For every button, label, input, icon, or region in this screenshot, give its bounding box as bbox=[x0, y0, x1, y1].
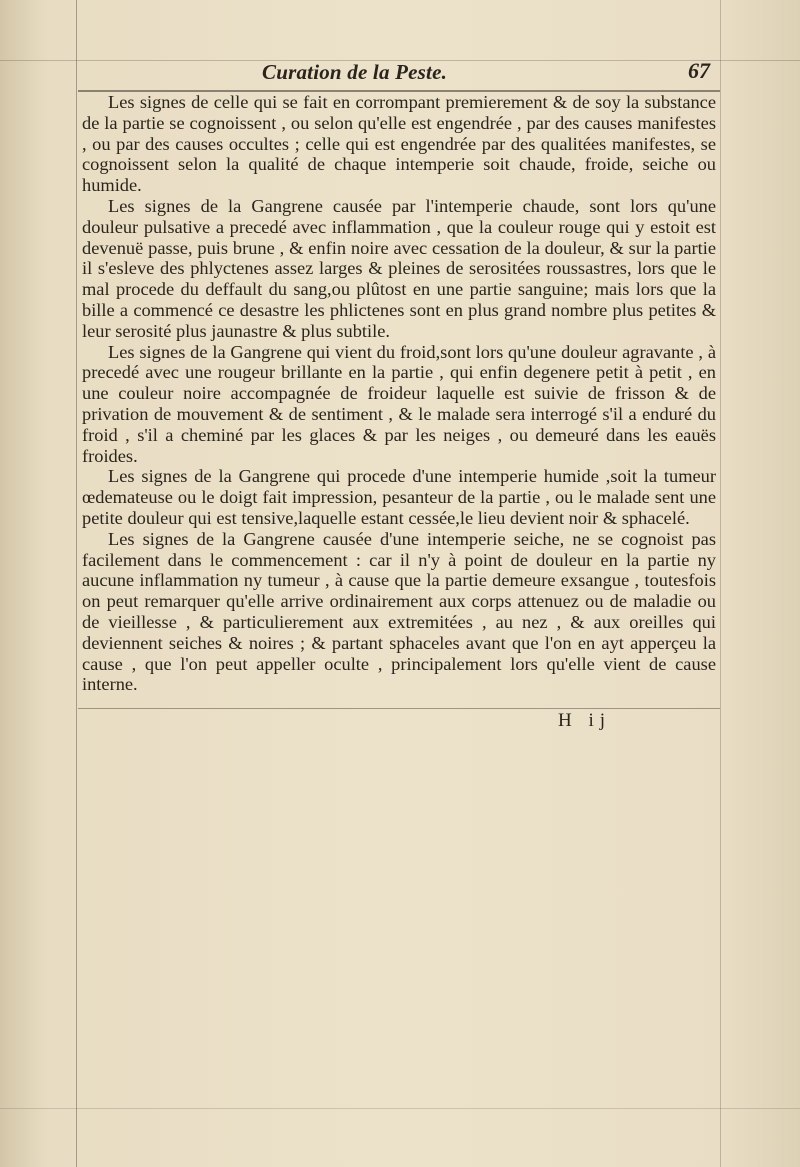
page-number: 67 bbox=[688, 58, 710, 83]
paragraph-cold: Les signes de la Gangrene qui vient du froid,sont lors qu'une douleur agravante , à precedé avec une rougeur brillante en la partie , qui enfin degenere petit à petit , en une couleur noire accompagnée de froideur laquelle est suivie de frisson & de privation de mouvement & de sentiment , & le malade sera interrogé s'il a enduré du froid , s'il a cheminé par les glaces & par les neiges , ou demeuré dans les eauës froides. bbox=[82, 341, 716, 466]
right-margin-rule bbox=[720, 0, 721, 1167]
footer-rule bbox=[78, 708, 720, 709]
page-header bbox=[82, 58, 716, 90]
paragraph-dry-intemperance: Les signes de la Gangrene causée d'une intemperie seiche, ne se cognoist pas facilement dans le commencement : car il n'y à point de douleur en la partie ny aucune inflammation ny tumeur , à cause que la partie demeure exsangue , toutesfois on peut remarquer qu'elle arrive ordinairement aux corps attenuez ou de maladie ou de vieillesse , & particulierement aux extremitées , au nez , & aux oreilles qui deviennent seiches & noires ; & partant sphaceles avant que l'on en ayt apperçeu la cause , que l'on peut appeller oculte , principalement lors qu'elle vient de cause interne. bbox=[82, 528, 716, 695]
body-text bbox=[82, 92, 716, 695]
paragraph-signs-corruption: Les signes de celle qui se fait en corrompant premierement & de soy la substance de la partie se cognoissent , ou selon qu'elle est engendrée , par des causes manifestes , ou par des causes occultes ; celle qui est engendrée par des qualitées manifestes, se cognoissent selon la qualité de chaque intemperie soit chaude, froide, seiche ou humide. bbox=[82, 92, 716, 196]
bottom-margin-rule bbox=[0, 1108, 800, 1109]
running-title: Curation de la Peste. bbox=[262, 60, 448, 84]
paragraph-humid-intemperance: Les signes de la Gangrene qui procede d'une intemperie humide ,soit la tumeur œdemateuse ou le doigt fait impression, pesanteur de la partie , ou le malade sent une petite douleur qui est tensive,laquelle estant cessée,le lieu devient noir & sphacelé. bbox=[82, 466, 716, 528]
paragraph-hot-intemperance: Les signes de la Gangrene causée par l'intemperie chaude, sont lors qu'une douleur pulsative a precedé avec inflammation , que la couleur rouge qui y estoit est devenuë passe, puis brune , & enfin noire avec cessation de la douleur, & sur la partie il s'esleve des phlyctenes assez larges & pleines de serositées roussastres, lors que le mal procede du deffault du sang,ou plûtost en une partie sanguine; mais lors que la bille a commencé ce desastre les phlictenes sont en plus grand nombre plus petites & leur serosité plus jaunastre & plus subtile. bbox=[82, 195, 716, 341]
signature-mark: H ij bbox=[558, 710, 612, 731]
left-margin-rule bbox=[76, 0, 77, 1167]
